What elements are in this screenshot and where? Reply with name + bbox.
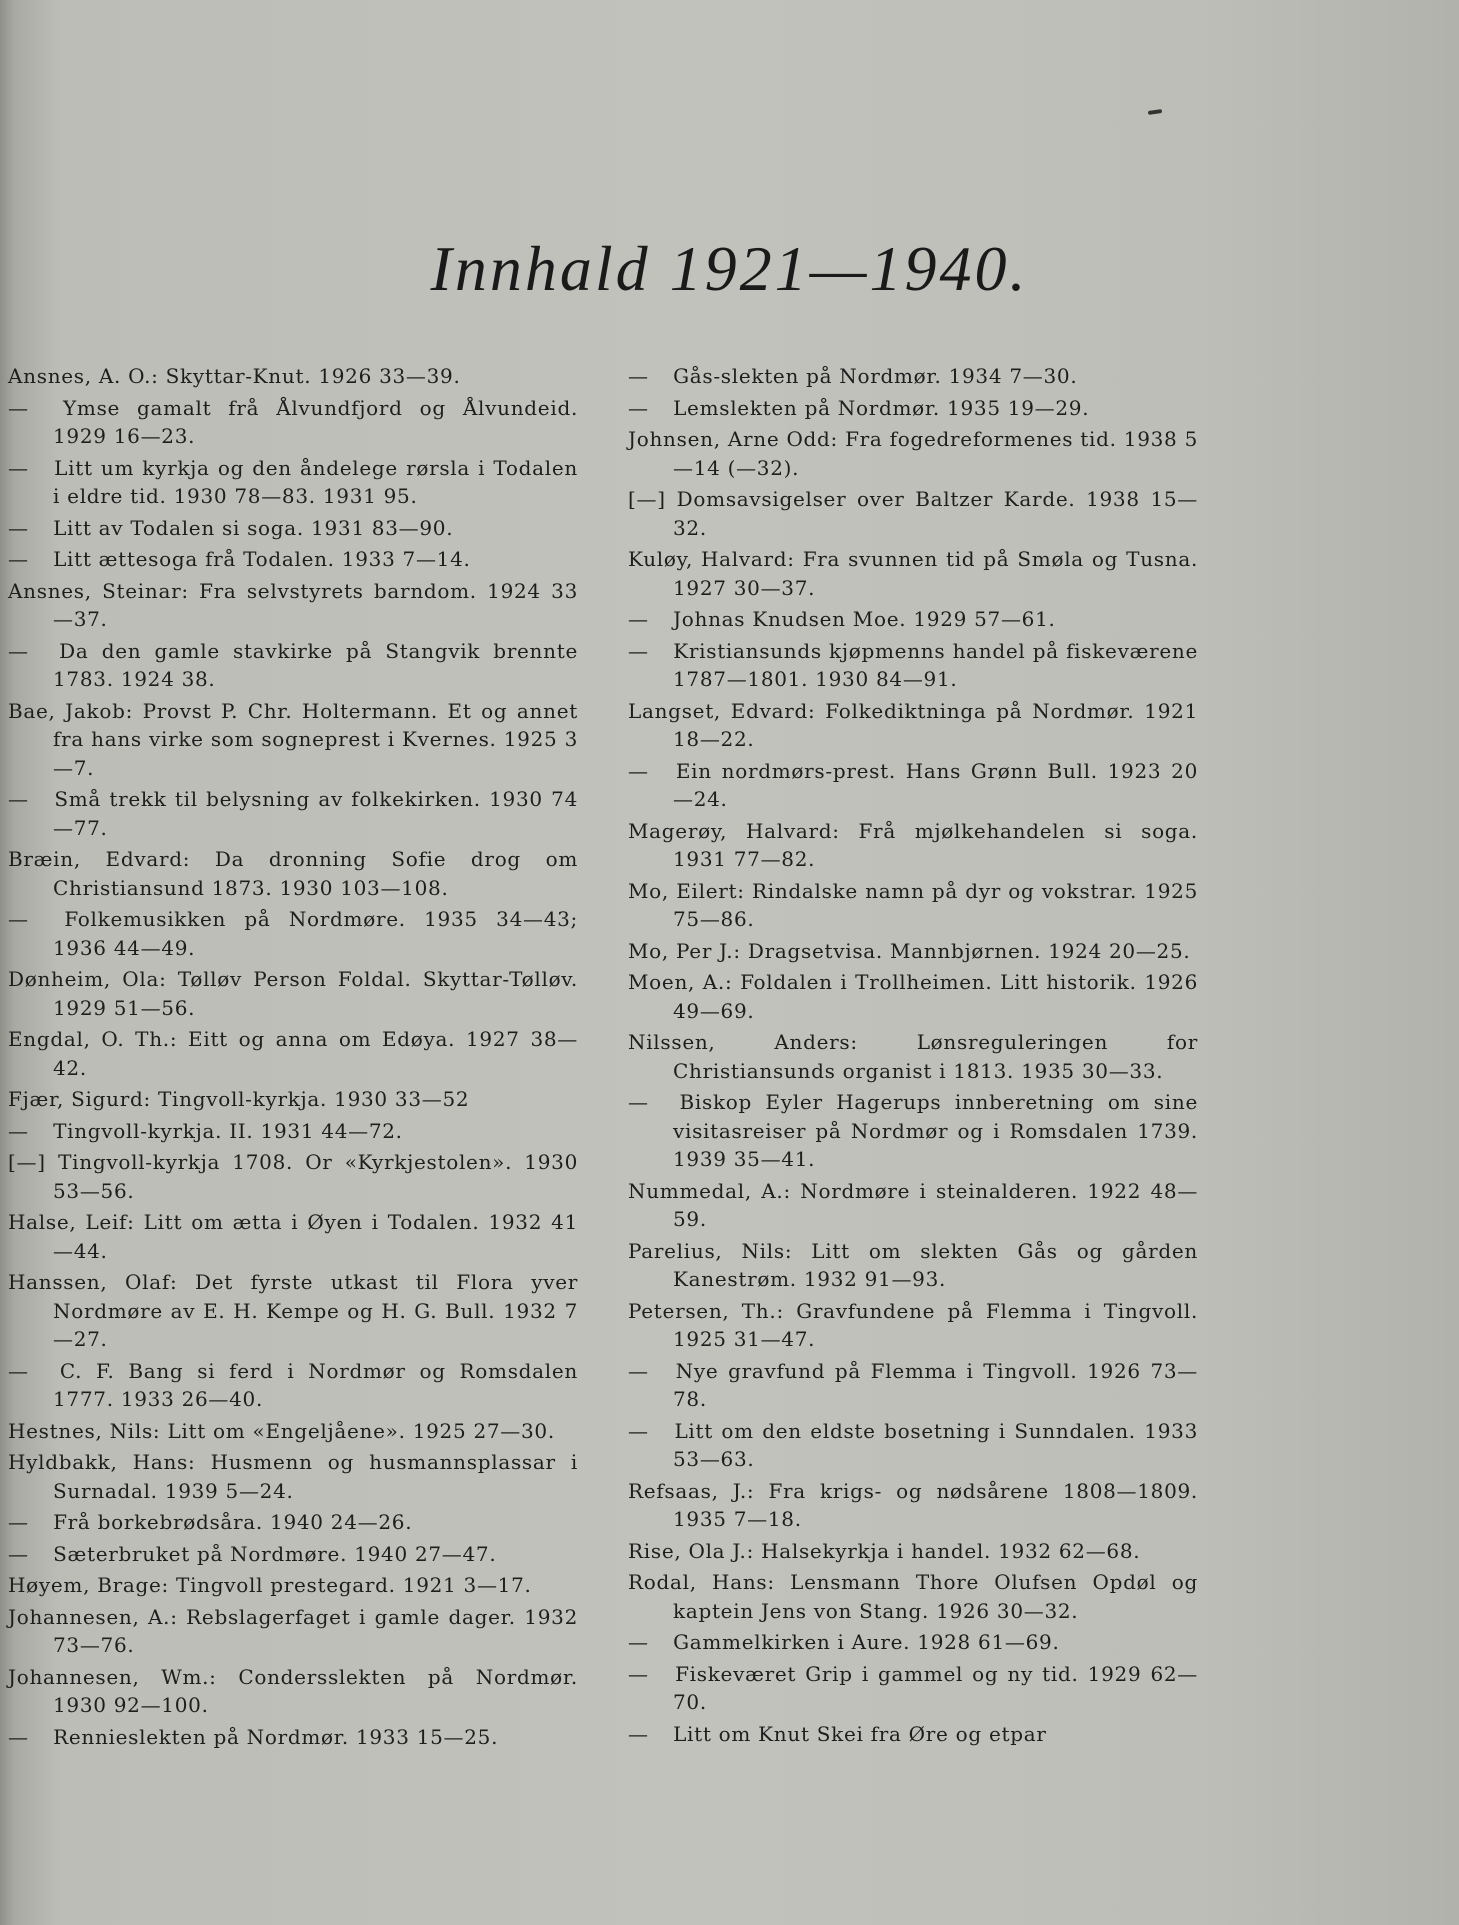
entry-text: Domsavsigelser over Baltzer Karde. 1938 15—32. xyxy=(673,487,1198,540)
entry-text: Fra selvstyrets barndom. 1924 33—37. xyxy=(53,578,578,631)
entry-author: — xyxy=(628,364,649,388)
entry-author: — xyxy=(8,455,29,480)
entry-text: Litt om ætta i Øyen i Todalen. 1932 41—44. xyxy=(53,1210,578,1263)
entry-author: Rise, Ola J.: xyxy=(628,1538,755,1563)
entry-text: Foldalen i Trollheimen. Litt historik. 1926 49—69. xyxy=(673,970,1199,1023)
entry-text: Sæterbruket på Nordmøre. 1940 27—47. xyxy=(53,1541,497,1566)
entry-text: Lønsreguleringen for Christiansunds organist i 1813. 1935 30—33. xyxy=(673,1030,1199,1083)
entry-author: Kuløy, Halvard: xyxy=(628,547,795,571)
entry-text: Tingvoll prestegard. 1921 3—17. xyxy=(176,1573,532,1597)
index-entry xyxy=(8,362,578,391)
index-entry xyxy=(628,817,1198,874)
entry-text: Gås-slekten på Nordmør. 1934 7—30. xyxy=(673,364,1078,388)
index-entry xyxy=(8,785,578,842)
entry-text: Litt av Todalen si soga. 1931 83—90. xyxy=(53,515,454,540)
index-entry xyxy=(628,1297,1198,1354)
index-entry xyxy=(628,637,1198,694)
entry-text: Litt om Knut Skei fra Øre og etpar xyxy=(673,1721,1047,1746)
entry-author: — xyxy=(8,638,29,663)
entry-author: — xyxy=(628,1418,649,1443)
index-entry xyxy=(628,1357,1198,1414)
entry-text: Rennieslekten på Nordmør. 1933 15—25. xyxy=(53,1724,499,1749)
index-entry xyxy=(8,1417,578,1446)
entry-text: Nordmøre i steinalderen. 1922 48—59. xyxy=(673,1178,1199,1231)
entry-author: — xyxy=(8,515,29,540)
entry-author: Hestnes, Nils: xyxy=(8,1418,161,1443)
index-entry xyxy=(8,697,578,783)
entry-author: Petersen, Th.: xyxy=(628,1298,784,1323)
entry-text: Frå borkebrødsåra. 1940 24—26. xyxy=(53,1510,413,1534)
entry-text: Små trekk til belysning av folkekirken. 1930 74—77. xyxy=(53,787,578,840)
entry-text: Lensmann Thore Olufsen Opdøl og kaptein Jens von Stang. 1926 30—32. xyxy=(673,1570,1198,1623)
entry-text: Gammelkirken i Aure. 1928 61—69. xyxy=(673,1630,1060,1654)
entry-text: Folkemusikken på Nordmøre. 1935 34—43; 1936 44—49. xyxy=(53,907,578,960)
entry-text: Litt om «Engeljåene». 1925 27—30. xyxy=(167,1418,555,1443)
entry-text: Gravfundene på Flemma i Tingvoll. 1925 31—47. xyxy=(673,1298,1198,1351)
index-entry xyxy=(628,1417,1198,1474)
entry-author: — xyxy=(8,1541,29,1566)
index-entry xyxy=(628,394,1198,423)
entry-author: Nilssen, Anders: xyxy=(628,1030,858,1054)
index-entry xyxy=(628,697,1198,754)
entry-author: [—] xyxy=(8,1150,46,1174)
entry-author: Refsaas, J.: xyxy=(628,1478,755,1503)
entry-author: — xyxy=(628,1358,649,1383)
entry-text: C. F. Bang si ferd i Nordmør og Romsdalen 1777. 1933 26—40. xyxy=(53,1358,578,1411)
entry-text: Da den gamle stavkirke på Stangvik brennte 1783. 1924 38. xyxy=(53,638,578,691)
index-entry xyxy=(8,1723,578,1752)
entry-text: Fra krigs- og nødsårene 1808—1809. 1935 7—18. xyxy=(673,1478,1198,1531)
entry-author: Magerøy, Halvard: xyxy=(628,818,840,843)
index-entry xyxy=(8,637,578,694)
index-entry xyxy=(628,1028,1198,1085)
entry-author: Mo, Eilert: xyxy=(628,878,745,903)
entry-text: Lemslekten på Nordmør. 1935 19—29. xyxy=(673,395,1090,420)
entry-author: Johnsen, Arne Odd: xyxy=(628,427,838,451)
index-entry xyxy=(8,1085,578,1114)
entry-author: — xyxy=(628,1090,649,1114)
entry-author: Mo, Per J.: xyxy=(628,938,741,963)
entry-author: — xyxy=(628,1630,649,1654)
entry-author: Nummedal, A.: xyxy=(628,1178,791,1203)
entry-text: Dragsetvisa. Mannbjørnen. 1924 20—25. xyxy=(747,938,1191,963)
entry-text: Fiskeværet Grip i gammel og ny tid. 1929 62—70. xyxy=(673,1661,1198,1714)
index-entry xyxy=(8,1508,578,1537)
index-entry xyxy=(8,394,578,451)
entry-text: Rebslagerfaget i gamle dager. 1932 73—76. xyxy=(53,1604,578,1657)
entry-text: Litt om slekten Gås og gården Kanestrøm. 1932 91—93. xyxy=(673,1238,1199,1291)
entry-author: Bræin, Edvard: xyxy=(8,847,191,871)
entry-author: Johannesen, Wm.: xyxy=(8,1664,217,1689)
entry-author: — xyxy=(8,1510,29,1534)
entry-text: Litt ættesoga frå Todalen. 1933 7—14. xyxy=(53,547,471,571)
entry-text: Condersslekten på Nordmør. 1930 92—100. xyxy=(53,1664,578,1717)
entry-author: — xyxy=(8,547,29,571)
index-entry xyxy=(628,1177,1198,1234)
entry-text: Frå mjølkehandelen si soga. 1931 77—82. xyxy=(673,818,1198,871)
entry-author: [—] xyxy=(628,487,666,511)
entry-text: Fra fogedreformenes tid. 1938 5—14 (—32). xyxy=(673,427,1198,480)
entry-author: Johannesen, A.: xyxy=(8,1604,178,1629)
entry-author: Hanssen, Olaf: xyxy=(8,1270,178,1294)
index-entry xyxy=(8,577,578,634)
index-entry xyxy=(8,1025,578,1082)
index-entry xyxy=(628,1537,1198,1566)
entry-author: Fjær, Sigurd: xyxy=(8,1087,151,1111)
ink-blot xyxy=(1148,109,1162,115)
index-entry xyxy=(628,1568,1198,1625)
entry-text: Litt um kyrkja og den åndelege rørsla i Todalen i eldre tid. 1930 78—83. 1931 95. xyxy=(53,455,578,508)
entry-author: Parelius, Nils: xyxy=(628,1238,793,1263)
entry-author: — xyxy=(628,1661,649,1686)
index-entry xyxy=(628,757,1198,814)
entry-author: — xyxy=(628,758,649,783)
index-entry xyxy=(628,1720,1198,1749)
index-entry xyxy=(628,1237,1198,1294)
index-entry xyxy=(8,1540,578,1569)
entry-author: Moen, A.: xyxy=(628,970,733,994)
index-entry xyxy=(628,425,1198,482)
index-entry xyxy=(628,1088,1198,1174)
entry-author: — xyxy=(8,395,29,420)
entry-author: Langset, Edvard: xyxy=(628,698,816,723)
index-entry xyxy=(628,1477,1198,1534)
entry-text: Tingvoll-kyrkja. II. 1931 44—72. xyxy=(53,1118,403,1143)
entry-author: Ansnes, Steinar: xyxy=(8,578,189,603)
index-entry xyxy=(628,545,1198,602)
entry-text: Da dronning Sofie drog om Christiansund 1873. 1930 103—108. xyxy=(53,847,579,900)
index-entry xyxy=(8,514,578,543)
entry-author: — xyxy=(8,907,29,931)
index-entry xyxy=(8,454,578,511)
entry-text: Rindalske namn på dyr og vokstrar. 1925 75—86. xyxy=(673,878,1199,931)
index-entry xyxy=(8,1268,578,1354)
entry-text: Kristiansunds kjøpmenns handel på fiskeværene 1787—1801. 1930 84—91. xyxy=(673,638,1198,691)
entry-text: Ymse gamalt frå Ålvundfjord og Ålvundeid. 1929 16—23. xyxy=(53,395,579,448)
entry-text: Ein nordmørs-prest. Hans Grønn Bull. 1923 20—24. xyxy=(673,758,1198,811)
entry-text: Nye gravfund på Flemma i Tingvoll. 1926 73—78. xyxy=(673,1358,1199,1411)
entry-author: — xyxy=(8,787,29,811)
entry-author: — xyxy=(8,1358,29,1383)
index-entry xyxy=(8,1357,578,1414)
index-entry xyxy=(628,877,1198,934)
entry-text: Biskop Eyler Hagerups innberetning om sine visitasreiser på Nordmør og i Romsdalen 1739. 1939 35—41. xyxy=(673,1090,1198,1171)
entry-text: Halsekyrkja i handel. 1932 62—68. xyxy=(761,1538,1141,1563)
entry-text: Eitt og anna om Edøya. 1927 38—42. xyxy=(53,1027,578,1080)
entry-text: Provst P. Chr. Holtermann. Et og annet fra hans virke som sogneprest i Kvernes. 1925 3—7. xyxy=(53,698,578,780)
index-entry xyxy=(8,1117,578,1146)
index-column-left xyxy=(8,362,578,1754)
index-entry xyxy=(628,485,1198,542)
entry-author: Hyldbakk, Hans: xyxy=(8,1450,196,1474)
index-entry xyxy=(628,1628,1198,1657)
entry-author: Bae, Jakob: xyxy=(8,698,134,723)
entry-author: — xyxy=(628,638,649,663)
entry-author: — xyxy=(628,395,649,420)
index-entry xyxy=(628,1660,1198,1717)
index-entry xyxy=(8,1448,578,1505)
entry-author: Høyem, Brage: xyxy=(8,1573,169,1597)
index-entry xyxy=(8,1148,578,1205)
page-title: Innhald 1921—1940. xyxy=(430,233,1029,304)
index-entry xyxy=(8,545,578,574)
index-entry xyxy=(8,845,578,902)
index-entry xyxy=(628,937,1198,966)
entry-text: Tingvoll-kyrkja 1708. Or «Kyrkjestolen». 1930 53—56. xyxy=(53,1150,578,1203)
index-entry xyxy=(628,968,1198,1025)
entry-text: Tingvoll-kyrkja. 1930 33—52 xyxy=(158,1087,470,1111)
index-column-right xyxy=(628,362,1198,1751)
entry-text: Johnas Knudsen Moe. 1929 57—61. xyxy=(673,607,1056,631)
entry-text: Folkediktninga på Nordmør. 1921 18—22. xyxy=(673,698,1198,751)
entry-author: Ansnes, A. O.: xyxy=(8,364,159,388)
entry-text: Skyttar-Knut. 1926 33—39. xyxy=(165,364,461,388)
entry-author: — xyxy=(8,1118,29,1143)
entry-text: Litt om den eldste bosetning i Sunndalen. 1933 53—63. xyxy=(673,1418,1198,1471)
entry-author: Engdal, O. Th.: xyxy=(8,1027,178,1051)
index-entry xyxy=(8,965,578,1022)
index-entry xyxy=(8,905,578,962)
entry-author: Halse, Leif: xyxy=(8,1210,135,1234)
entry-text: Husmenn og husmannsplassar i Surnadal. 1939 5—24. xyxy=(53,1450,578,1503)
entry-author: — xyxy=(628,1721,649,1746)
entry-author: Rodal, Hans: xyxy=(628,1570,775,1594)
index-entry xyxy=(8,1663,578,1720)
index-entry xyxy=(8,1571,578,1600)
entry-author: — xyxy=(8,1724,29,1749)
entry-text: Det fyrste utkast til Flora yver Nordmøre av E. H. Kempe og H. G. Bull. 1932 7—27. xyxy=(53,1270,578,1351)
entry-text: Fra svunnen tid på Smøla og Tusna. 1927 30—37. xyxy=(673,547,1199,600)
entry-author: — xyxy=(628,607,649,631)
entry-text: Tølløv Person Foldal. Skyttar-Tølløv. 1929 51—56. xyxy=(53,967,578,1020)
index-entry xyxy=(628,362,1198,391)
index-entry xyxy=(8,1603,578,1660)
index-entry xyxy=(8,1208,578,1265)
index-entry xyxy=(628,605,1198,634)
entry-author: Dønheim, Ola: xyxy=(8,967,167,991)
